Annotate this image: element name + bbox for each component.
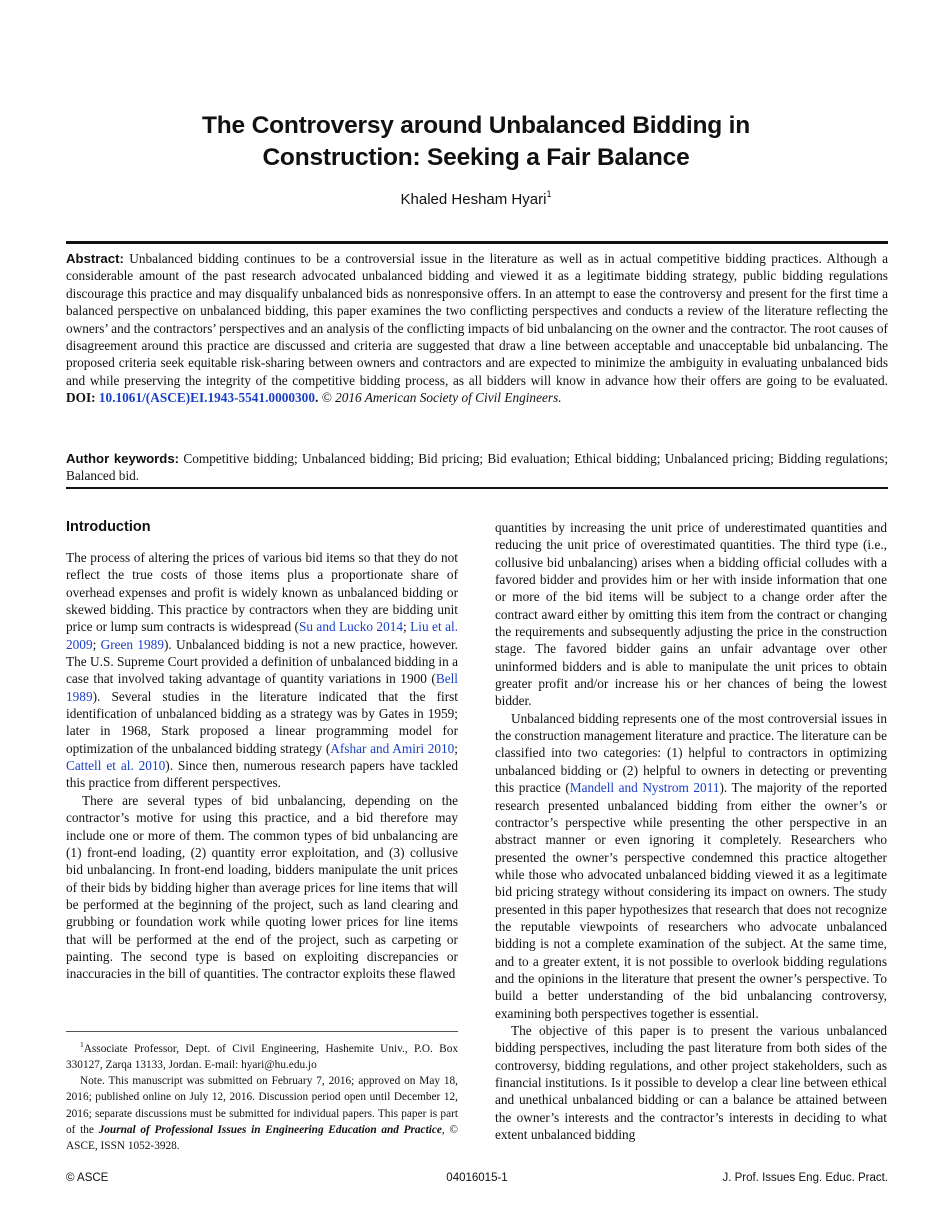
abstract-copyright: © 2016 American Society of Civil Engineers. (321, 390, 562, 406)
abstract-block: Abstract: Unbalanced bidding continues to be a controversial issue in the literature as well as in actual competitive bidding practices. Although a considerable amount of the past research advocated unbalanced bidding and viewed it as a legitimate bidding strategy, public bidding regulations discourage this practice and may disqualify unbalanced bids as nonresponsive offers. In an attempt to ease the controversy and present for the first time a balanced perspective on unbalanced bidding, this paper examines the two conflicting perspectives and conducts a review of the literature reflecting the owners’ and the contractors’ perspectives and an analysis of the conflicting impacts of bid unbalancing on the owner and the contractor. The root causes of disagreement around this practice are discussed and criteria are suggested that draw a line between acceptable and unacceptable bid unbalancing. The proposed criteria seek equitable risk-sharing between owners and contractors and are expected to minimize the ambiguity in evaluating unbalanced bids and while preserving the integrity of the competitive bidding process, as all bidders will know in advance how their offers are going to be evaluated. DOI: 10.1061/(ASCE)EI.1943-5541.0000300. © 2016 American Society of Civil Engineers. (66, 251, 888, 406)
text-run: ). Since then, numerous research papers have tackled this practice from different perspectives. (66, 758, 458, 791)
citation-link[interactable]: Bell 1989 (66, 671, 458, 704)
footnote-affiliation (66, 1037, 458, 1073)
section-heading-introduction: Introduction (66, 519, 151, 535)
footer-copyright: © ASCE (66, 1172, 109, 1184)
text-run: ; (92, 636, 101, 652)
journal-name: Journal of Professional Issues in Engineering Education and Practice (98, 1123, 442, 1136)
footnote-rule (66, 1031, 458, 1032)
text-run: ; (403, 619, 411, 635)
title-line-2: Construction: Seeking a Fair Balance (262, 144, 690, 171)
page-footer (66, 1172, 888, 1188)
keywords-text: Competitive bidding; Unbalanced bidding; Bid pricing; Bid evaluation; Ethical bidding; Unbalanced pricing; Bidding regulations; Balanced bid. (66, 451, 889, 484)
doi-label: DOI: (66, 390, 96, 406)
affiliation-text: Associate Professor, Dept. of Civil Engineering, Hashemite Univ., P.O. Box 330127, Zarqa 13133, Jordan. E-mail: hyari@hu.edu.jo (66, 1042, 458, 1071)
footnote-mark: 1 (80, 1040, 84, 1049)
text-run: ). The majority of the reported research presented unbalanced bidding from either the owner’s or contractor’s perspective while presenting the other perspective in an abstract manner or even ignoring it completely. Researchers who presented the owner’s perspective condemned this practice altogether while those who advocated unbalanced bidding viewed it as a legitimate bid pricing strategy without considering its impact on owners. The study presented in this paper hypothesizes that research that does not recognize the reputable viewpoints of researchers who advocate unbalanced bidding is not a complete examination of the subject. At the same time, and to a greater extent, it is not possible to overlook bidding regulations and the opinions in the literature that present the owner’s perspective. To build a better understanding of the bid unbalancing controversy, examining both perspectives together is essential. (495, 780, 887, 1021)
intro-paragraph-4: The objective of this paper is to present the various unbalanced bidding perspectives, including the past literature from both sides of the controversy, bidding regulations, and other project stakeholders, such as financial institutions. Is it possible to develop a clear line between ethical and unethical unbalanced bidding or can a balance be attained between the owner’s interests and the contractor’s interests in deciding to what extent unbalanced bidding (495, 1022, 887, 1143)
abstract-top-rule (66, 241, 888, 244)
intro-paragraph-2: There are several types of bid unbalancing, depending on the contractor’s motive for using this practice, and a bid therefore may include one or more of them. The common types of bid unbalancing are (1) front-end loading, (2) quantity error exploitation, and (3) collusive bid unbalancing. In front-end loading, bidders manipulate the unit prices of their bids by bidding higher than average prices for line items that will be performed at the beginning of the project, such as land clearing and grubbing or foundation work while quoting lower prices for line items that will be performed at the end of the project, such as carpeting or painting. The second type is based on exploiting discrepancies or inaccuracies in the bill of quantities. The contractor exploits these flawed (66, 792, 458, 982)
footnotes (66, 1037, 458, 1154)
abstract-text: Unbalanced bidding continues to be a controversial issue in the literature as well as in actual competitive bidding practices. Although a considerable amount of the past research advocated unbalanced bidding and viewed it as a legitimate bidding strategy, public bidding regulations discourage this practice and may disqualify unbalanced bids as nonresponsive offers. In an attempt to ease the controversy and present for the first time a balanced perspective on unbalanced bidding, this paper examines the two conflicting perspectives and conducts a review of the literature reflecting the owners’ and the contractors’ perspectives and an analysis of the conflicting impacts of bid unbalancing on the owner and the contractor. The root causes of disagreement around this practice are discussed and criteria are suggested that draw a line between acceptable and unacceptable bid unbalancing. The proposed criteria seek equitable risk-sharing between owners and contractors and are expected to minimize the ambiguity in evaluating unbalanced bids and while preserving the integrity of the competitive bidding process, as all bidders will know in advance how their offers are going to be evaluated. (66, 251, 888, 388)
abstract-label: Abstract: (66, 251, 124, 266)
footnote-note (66, 1073, 458, 1154)
author-name: Khaled Hesham Hyari (400, 191, 547, 208)
footer-page-id: 04016015-1 (446, 1172, 508, 1184)
keywords-label: Author keywords: (66, 451, 180, 466)
keywords-bottom-rule (66, 487, 888, 489)
doi-link[interactable]: 10.1061/(ASCE)EI.1943-5541.0000300 (98, 390, 315, 406)
intro-paragraph-1 (66, 549, 458, 792)
note-text: , © ASCE, ISSN 1052-3928. (66, 1123, 458, 1152)
text-run: ; (454, 740, 458, 756)
paper-title (66, 110, 886, 174)
title-line-1: The Controversy around Unbalanced Bidding in (202, 112, 750, 139)
citation-link[interactable]: Liu et al. 2009 (66, 619, 458, 652)
citation-link[interactable]: Mandell and Nystrom 2011 (569, 780, 720, 796)
text-run: Unbalanced bidding represents one of the most controversial issues in the construction management literature and practice. The literature can be classified into two categories: (1) helpful to contractors in optimizing unbalanced bidding or (2) helpful to owners in detecting or preventing this practice ( (495, 710, 887, 796)
text-run: ). Unbalanced bidding is not a new practice, however. The U.S. Supreme Court provided a definition of unbalanced bidding in a case that involved taking advantage of quantity variations in 1900 ( (66, 636, 458, 687)
citation-link[interactable]: Green 1989 (100, 636, 164, 652)
footer-journal: J. Prof. Issues Eng. Educ. Pract. (722, 1172, 888, 1184)
right-column (495, 519, 887, 1143)
text-run: The process of altering the prices of various bid items so that they do not reflect the true costs of those items plus a proportionate share of overhead expenses and profit is widely known as unbalanced bidding or skewed bidding. This practice by contractors when they are bidding unit price or lump sum contracts is widespread ( (66, 550, 458, 635)
citation-link[interactable]: Afshar and Amiri 2010 (330, 740, 455, 756)
intro-paragraph-2-continued: quantities by increasing the unit price of underestimated quantities and reducing the unit price of overestimated quantities. The third type (i.e., collusive bid unbalancing) arises when a bidding official colludes with a favored bidder and provides him or her with inside information that one or more of the bid items will be subject to a change order after the contract award either by omitting this item from the contract or changing the requirements and subsequently adjusting the price in the construction stage. The favored bidder gains an unfair advantage over other uninformed bidders and is able to manipulate the unit prices to obtain greater profit and/or increase his or her chances of being the lowest bidder. (495, 520, 887, 709)
author-footnote-mark: 1 (546, 189, 552, 199)
citation-link[interactable]: Su and Lucko 2014 (298, 619, 404, 635)
keywords-block (66, 450, 888, 485)
citation-link[interactable]: Cattell et al. 2010 (66, 758, 166, 774)
left-column (66, 518, 458, 983)
author-line (66, 190, 886, 208)
intro-paragraph-3 (495, 710, 887, 1022)
note-text: Note. This manuscript was submitted on February 7, 2016; approved on May 18, 2016; published online on July 12, 2016. Discussion period open until December 12, 2016; separate discussions must be submitted for individual papers. This paper is part of the (66, 1075, 458, 1136)
text-run: ). Several studies in the literature indicated that the first identification of unbalanced bidding as a strategy was by Gates in 1959; later in 1968, Stark proposed a linear programming model for optimization of the unbalanced bidding strategy ( (66, 688, 458, 756)
